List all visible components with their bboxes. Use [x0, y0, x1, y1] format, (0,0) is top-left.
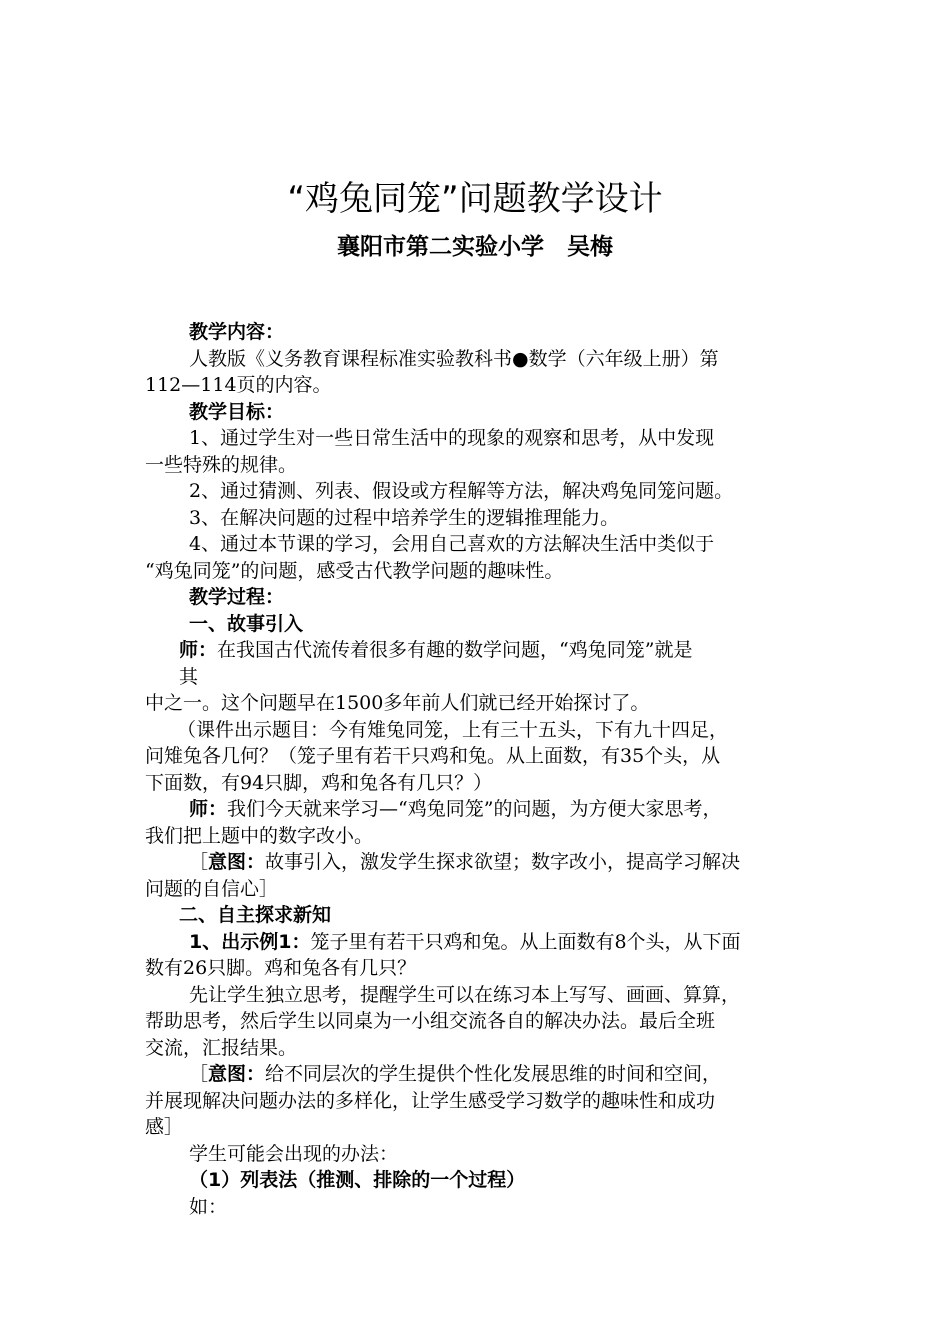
- section-heading: [145, 611, 815, 638]
- line-text: 教学目标：: [189, 400, 285, 423]
- line-text: 3、在解决问题的过程中培养学生的逻辑推理能力。: [189, 506, 620, 529]
- line-text: 中之一。这个问题早在1500多年前人们就已经开始探讨了。: [145, 692, 650, 714]
- line-text: 我们今天就来学习—“鸡兔同笼”的问题，为方便大家思考，: [227, 798, 722, 820]
- line-text: 笼子里有若干只鸡和兔。从上面数有8个头，从下面: [310, 930, 741, 953]
- paragraph-continuation: [145, 1114, 815, 1141]
- document-subtitle: 襄阳市第二实验小学 吴梅: [337, 234, 613, 260]
- line-text: 问雉兔各几何？（笼子里有若干只鸡和兔。从上面数，有35个头，从: [145, 745, 721, 767]
- line-text: 交流，汇报结果。: [145, 1036, 298, 1059]
- paragraph-line: [145, 478, 815, 505]
- paragraph-line: [145, 425, 815, 452]
- line-text: 下面数，有94只脚，鸡和兔各有几只？）: [145, 771, 493, 794]
- section-heading: [145, 902, 815, 929]
- paragraph-line: [145, 982, 815, 1009]
- teacher-line: [145, 796, 815, 823]
- line-text: （1）列表法（推测、排除的一个过程）: [189, 1169, 526, 1191]
- line-text: 一些特殊的规律。: [145, 453, 298, 476]
- paragraph-continuation: [145, 1035, 815, 1062]
- paragraph-line: [145, 1141, 815, 1168]
- paragraph-line: [145, 717, 815, 744]
- line-text: 4、通过本节课的学习，会用自己喜欢的方法解决生活中类似于: [189, 533, 715, 555]
- paragraph-continuation: [145, 558, 815, 585]
- line-text: 人教版《义务教育课程标准实验教科书●数学（六年级上册）第: [189, 347, 719, 370]
- line-label: 师：: [179, 639, 218, 661]
- line-text: “鸡兔同笼”的问题，感受古代教学问题的趣味性。: [145, 559, 564, 582]
- line-label: 意图：: [208, 1063, 266, 1085]
- line-text: 我们把上题中的数字改小。: [145, 824, 374, 847]
- paragraph-continuation: [145, 743, 815, 770]
- line-text: 数有26只脚。鸡和兔各有几只？: [145, 957, 417, 979]
- paragraph-line: [145, 346, 815, 373]
- paragraph-line: [145, 531, 815, 558]
- paragraph-line: [145, 505, 815, 532]
- line-label: 1、出示例1：: [189, 930, 311, 953]
- line-label: 意图：: [208, 851, 266, 873]
- paragraph-line: [145, 1194, 815, 1221]
- example-line: [145, 929, 815, 956]
- line-text: 故事引入，激发学生探求欲望；数字改小，提高学习解决: [265, 851, 741, 873]
- paragraph-continuation: [145, 955, 815, 982]
- line-text: 给不同层次的学生提供个性化发展思维的时间和空间，: [265, 1063, 722, 1085]
- document-title: “鸡兔同笼”问题教学设计: [287, 179, 663, 219]
- line-text: 教学过程：: [189, 586, 285, 608]
- line-text: 先让学生独立思考，提醒学生可以在练习本上写写、画画、算算，: [189, 983, 741, 1006]
- line-text: 问题的自信心］: [145, 877, 279, 900]
- line-text: 感］: [145, 1116, 184, 1138]
- paragraph-continuation: [145, 1088, 815, 1115]
- line-text: 二、自主探求新知: [179, 904, 332, 926]
- paragraph-continuation: [145, 1008, 815, 1035]
- section-heading: [145, 319, 815, 346]
- paragraph-continuation: [145, 452, 815, 479]
- section-heading: [145, 584, 815, 611]
- line-text: 教学内容：: [189, 321, 285, 343]
- paragraph-continuation: [145, 664, 815, 691]
- line-text: 一、故事引入: [189, 612, 304, 635]
- teacher-line: [145, 637, 815, 664]
- paragraph-continuation: [145, 690, 815, 717]
- paragraph-continuation: [145, 876, 815, 903]
- line-text: 在我国古代流传着很多有趣的数学问题，“鸡兔同笼”就是: [217, 639, 693, 661]
- line-text: 如：: [189, 1195, 228, 1218]
- line-label: 师：: [189, 798, 228, 820]
- line-open: ［: [189, 851, 209, 873]
- section-heading: [145, 1167, 815, 1194]
- paragraph-continuation: [145, 823, 815, 850]
- line-text: 并展现解决问题办法的多样化，让学生感受学习数学的趣味性和成功: [145, 1089, 716, 1112]
- intent-note: [145, 849, 815, 876]
- paragraph-continuation: [145, 372, 815, 399]
- line-text: 1、通过学生对一些日常生活中的现象的观察和思考，从中发现: [189, 427, 715, 449]
- line-open: ［: [189, 1063, 209, 1085]
- document-body: [145, 319, 815, 1220]
- line-text: 学生可能会出现的办法：: [189, 1142, 399, 1165]
- intent-note: [145, 1061, 815, 1088]
- line-text: 2、通过猜测、列表、假设或方程解等方法，解决鸡兔同笼问题。: [189, 480, 734, 502]
- line-text: 帮助思考，然后学生以同桌为一小组交流各自的解决办法。最后全班: [145, 1010, 716, 1032]
- line-text: 其: [179, 665, 199, 688]
- line-text: 112—114页的内容。: [145, 374, 332, 396]
- paragraph-continuation: [145, 770, 815, 797]
- line-text: （课件出示题目：今有雉兔同笼，上有三十五头，下有九十四足，: [177, 718, 729, 741]
- section-heading: [145, 399, 815, 426]
